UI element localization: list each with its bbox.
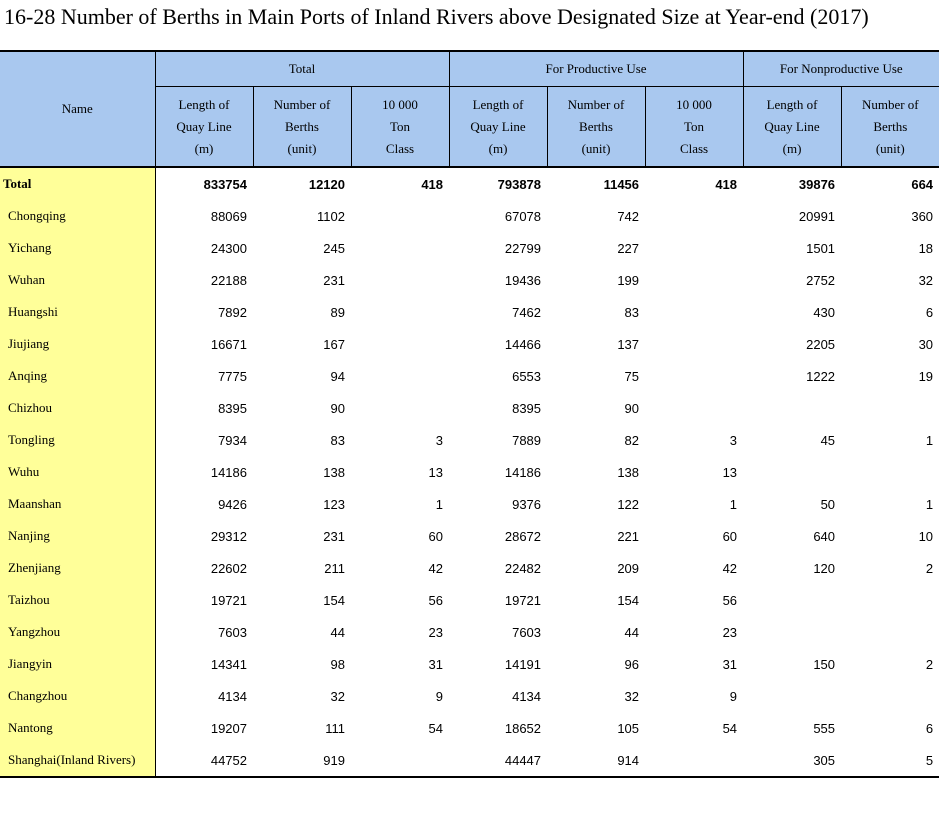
value-cell: 122: [617, 496, 640, 512]
table-row: [0, 584, 939, 616]
value-cell: 7462: [512, 304, 542, 320]
value-cell: 23: [722, 624, 738, 640]
value-cell: 7603: [218, 624, 247, 640]
value-cell: 418: [421, 176, 444, 192]
value-cell: 20991: [798, 208, 836, 224]
value-cell: 2205: [806, 336, 836, 352]
value-cell: 7775: [218, 368, 247, 384]
sub-header-line: Number of: [567, 96, 625, 112]
table-row: [0, 616, 939, 648]
sub-header-3: [449, 87, 547, 168]
name-column-header: Name: [0, 51, 155, 167]
value-cell: 67078: [504, 208, 542, 224]
table-row: [0, 488, 939, 520]
value-cell: 14191: [504, 656, 542, 672]
value-cell: 123: [323, 496, 345, 512]
value-cell: 227: [617, 240, 640, 256]
port-name-cell: Total: [0, 167, 155, 200]
sub-header-line: Length of: [766, 96, 818, 112]
value-cell: 7934: [218, 432, 247, 448]
value-cell: 8395: [218, 400, 247, 416]
value-cell: 45: [820, 432, 836, 448]
sub-header-line: Class: [679, 140, 709, 156]
table-row: [0, 424, 939, 456]
table-row: [0, 552, 939, 584]
value-cell: 4134: [512, 688, 542, 704]
table-row: [0, 296, 939, 328]
value-cell: 32: [624, 688, 640, 704]
sub-header-line: Quay Line: [176, 118, 232, 134]
sub-header-line: (unit): [287, 140, 317, 156]
value-cell: [351, 360, 449, 392]
sub-header-line: Berths: [873, 118, 908, 134]
value-cell: 60: [428, 528, 444, 544]
value-cell: 664: [911, 176, 934, 192]
port-name-cell: Tongling: [0, 424, 155, 456]
value-cell: 6: [925, 304, 934, 320]
value-cell: 9: [729, 688, 738, 704]
total-row: [0, 167, 939, 200]
group-header-productive: For Productive Use: [449, 51, 743, 87]
table-row: [0, 360, 939, 392]
value-cell: [743, 584, 841, 616]
value-cell: 90: [330, 400, 345, 416]
port-name-cell: Changzhou: [0, 680, 155, 712]
sub-header-6: [743, 87, 841, 168]
value-cell: 22602: [210, 560, 247, 576]
value-cell: 31: [722, 656, 738, 672]
value-cell: 19721: [504, 592, 542, 608]
value-cell: 3: [729, 432, 738, 448]
value-cell: 89: [330, 304, 345, 320]
sub-header-line: Class: [385, 140, 415, 156]
value-cell: 19: [918, 368, 934, 384]
value-cell: 44: [330, 624, 345, 640]
value-cell: 6553: [512, 368, 542, 384]
value-cell: [841, 680, 939, 712]
value-cell: 211: [324, 560, 345, 576]
value-cell: [743, 680, 841, 712]
value-cell: 9426: [218, 496, 247, 512]
value-cell: 9376: [512, 496, 542, 512]
value-cell: 75: [624, 368, 640, 384]
value-cell: 919: [253, 744, 351, 777]
value-cell: 22799: [504, 240, 542, 256]
sub-header-line: 10 000: [382, 96, 418, 112]
value-cell: 32: [330, 688, 345, 704]
value-cell: 199: [617, 272, 640, 288]
value-cell: 914: [547, 744, 645, 777]
value-cell: 2752: [806, 272, 836, 288]
sub-header-2: [351, 87, 449, 168]
value-cell: 430: [813, 304, 836, 320]
port-name-cell: Taizhou: [0, 584, 155, 616]
table-row: [0, 680, 939, 712]
value-cell: 1501: [806, 240, 836, 256]
value-cell: [351, 744, 449, 777]
value-cell: 231: [323, 272, 345, 288]
value-cell: 167: [323, 336, 345, 352]
value-cell: [645, 744, 743, 777]
value-cell: 1: [435, 496, 444, 512]
value-cell: 8395: [512, 400, 542, 416]
value-cell: 18652: [504, 720, 542, 736]
value-cell: 360: [911, 208, 934, 224]
table-header: [0, 51, 939, 167]
port-name-cell: Jiangyin: [0, 648, 155, 680]
sub-header-line: Number of: [861, 96, 919, 112]
sub-header-line: Quay Line: [470, 118, 526, 134]
sub-header-0: [155, 87, 253, 168]
value-cell: 42: [428, 560, 444, 576]
table-row: [0, 264, 939, 296]
value-cell: 105: [617, 720, 640, 736]
port-name-cell: Wuhan: [0, 264, 155, 296]
value-cell: 14341: [210, 656, 247, 672]
port-name-cell: Nanjing: [0, 520, 155, 552]
value-cell: 39876: [798, 176, 836, 192]
port-name-cell: Shanghai(Inland Rivers): [0, 744, 155, 777]
value-cell: 14186: [210, 464, 247, 480]
table-row: [0, 456, 939, 488]
table-row: [0, 232, 939, 264]
value-cell: 96: [624, 656, 640, 672]
value-cell: 5: [841, 744, 939, 777]
table-row: [0, 328, 939, 360]
value-cell: 7892: [218, 304, 247, 320]
sub-header-line: Ton: [684, 118, 705, 134]
sub-header-line: (unit): [875, 140, 905, 156]
value-cell: 833754: [203, 176, 247, 192]
sub-header-line: (m): [194, 140, 214, 156]
sub-header-line: Berths: [285, 118, 319, 134]
value-cell: 44447: [449, 744, 547, 777]
value-cell: 11456: [603, 176, 640, 192]
sub-header-line: (m): [782, 140, 802, 156]
value-cell: 793878: [497, 176, 542, 192]
value-cell: 90: [624, 400, 640, 416]
value-cell: 10: [918, 528, 934, 544]
value-cell: 19436: [504, 272, 542, 288]
value-cell: [743, 456, 841, 488]
value-cell: 30: [918, 336, 934, 352]
value-cell: [351, 232, 449, 264]
table-row: [0, 392, 939, 424]
value-cell: 94: [330, 368, 345, 384]
value-cell: 4134: [218, 688, 247, 704]
sub-header-line: Berths: [579, 118, 613, 134]
value-cell: [645, 232, 743, 264]
sub-header-line: 10 000: [676, 96, 712, 112]
value-cell: [645, 392, 743, 424]
page-title: 16-28 Number of Berths in Main Ports of Inland Rivers above Designated Size at Year-end (2017): [4, 4, 869, 29]
group-header-nonproductive: For Nonproductive Use: [743, 51, 939, 87]
value-cell: 138: [323, 464, 345, 480]
sub-header-line: Ton: [389, 118, 411, 134]
value-cell: [351, 296, 449, 328]
sub-header-4: [547, 87, 645, 168]
sub-header-line: Length of: [178, 96, 230, 112]
table-row: [0, 648, 939, 680]
value-cell: 7889: [512, 432, 542, 448]
value-cell: 29312: [210, 528, 247, 544]
port-name-cell: Huangshi: [0, 296, 155, 328]
value-cell: 14466: [504, 336, 542, 352]
value-cell: 138: [617, 464, 640, 480]
berths-table: [0, 50, 939, 778]
value-cell: 44: [624, 624, 640, 640]
value-cell: [841, 584, 939, 616]
port-name-cell: Nantong: [0, 712, 155, 744]
table-body: [0, 167, 939, 777]
port-name-cell: Chizhou: [0, 392, 155, 424]
value-cell: 555: [813, 720, 836, 736]
sub-header-line: (m): [488, 140, 508, 156]
sub-header-line: (unit): [581, 140, 611, 156]
sub-header-7: [841, 87, 939, 168]
port-name-cell: Yangzhou: [0, 616, 155, 648]
value-cell: [841, 456, 939, 488]
value-cell: 2: [925, 656, 934, 672]
value-cell: 640: [813, 528, 836, 544]
value-cell: 22482: [504, 560, 542, 576]
value-cell: 154: [323, 592, 345, 608]
value-cell: 22188: [210, 272, 247, 288]
value-cell: 209: [617, 560, 640, 576]
value-cell: [351, 264, 449, 296]
value-cell: 221: [617, 528, 640, 544]
value-cell: 18: [918, 240, 934, 256]
sub-header-1: [253, 87, 351, 168]
value-cell: 2: [925, 560, 934, 576]
sub-header-line: Number of: [273, 96, 331, 112]
value-cell: [645, 296, 743, 328]
value-cell: 28672: [504, 528, 542, 544]
value-cell: 14186: [504, 464, 542, 480]
table-row: [0, 712, 939, 744]
value-cell: 42: [722, 560, 738, 576]
value-cell: 56: [428, 592, 444, 608]
port-name-cell: Anqing: [0, 360, 155, 392]
value-cell: [743, 392, 841, 424]
value-cell: [645, 264, 743, 296]
value-cell: 9: [435, 688, 444, 704]
value-cell: [645, 200, 743, 232]
value-cell: [645, 360, 743, 392]
value-cell: 12120: [308, 176, 345, 192]
value-cell: [351, 328, 449, 360]
port-name-cell: Zhenjiang: [0, 552, 155, 584]
port-name-cell: Jiujiang: [0, 328, 155, 360]
value-cell: 418: [715, 176, 738, 192]
port-name-cell: Yichang: [0, 232, 155, 264]
value-cell: 120: [813, 560, 836, 576]
value-cell: 305: [743, 744, 841, 777]
table-row: [0, 200, 939, 232]
value-cell: 88069: [210, 208, 247, 224]
value-cell: [841, 616, 939, 648]
value-cell: 98: [330, 656, 345, 672]
value-cell: 24300: [210, 240, 247, 256]
value-cell: [743, 616, 841, 648]
table-row: [0, 520, 939, 552]
value-cell: 19207: [210, 720, 247, 736]
value-cell: 6: [925, 720, 934, 736]
value-cell: [645, 328, 743, 360]
value-cell: 13: [722, 464, 738, 480]
value-cell: 83: [330, 432, 345, 448]
value-cell: 154: [617, 592, 640, 608]
sub-header-5: [645, 87, 743, 168]
value-cell: 137: [617, 336, 640, 352]
value-cell: [351, 200, 449, 232]
value-cell: 1102: [317, 208, 345, 224]
value-cell: [351, 392, 449, 424]
value-cell: 231: [323, 528, 345, 544]
value-cell: 1: [925, 432, 934, 448]
value-cell: 1: [729, 496, 738, 512]
value-cell: 245: [323, 240, 345, 256]
group-header-total: Total: [155, 51, 449, 87]
port-name-cell: Wuhu: [0, 456, 155, 488]
port-name-cell: Maanshan: [0, 488, 155, 520]
value-cell: 50: [820, 496, 836, 512]
value-cell: 23: [428, 624, 444, 640]
table-row: [0, 744, 939, 777]
value-cell: 150: [813, 656, 836, 672]
value-cell: 83: [624, 304, 640, 320]
value-cell: 44752: [155, 744, 253, 777]
port-name-cell: Chongqing: [0, 200, 155, 232]
value-cell: 54: [428, 720, 444, 736]
value-cell: 60: [722, 528, 738, 544]
sub-header-line: Length of: [472, 96, 524, 112]
value-cell: 742: [617, 208, 640, 224]
value-cell: 13: [428, 464, 444, 480]
value-cell: 82: [624, 432, 640, 448]
value-cell: 1222: [806, 368, 836, 384]
value-cell: 1: [925, 496, 934, 512]
value-cell: 3: [435, 432, 444, 448]
berths-table-container: [0, 50, 939, 778]
value-cell: 16671: [210, 336, 247, 352]
sub-header-line: Quay Line: [764, 118, 820, 134]
value-cell: 56: [722, 592, 738, 608]
value-cell: 19721: [210, 592, 247, 608]
value-cell: 31: [428, 656, 444, 672]
value-cell: 111: [325, 720, 345, 736]
value-cell: 54: [722, 720, 738, 736]
value-cell: [841, 392, 939, 424]
value-cell: 7603: [512, 624, 542, 640]
value-cell: 32: [918, 272, 934, 288]
